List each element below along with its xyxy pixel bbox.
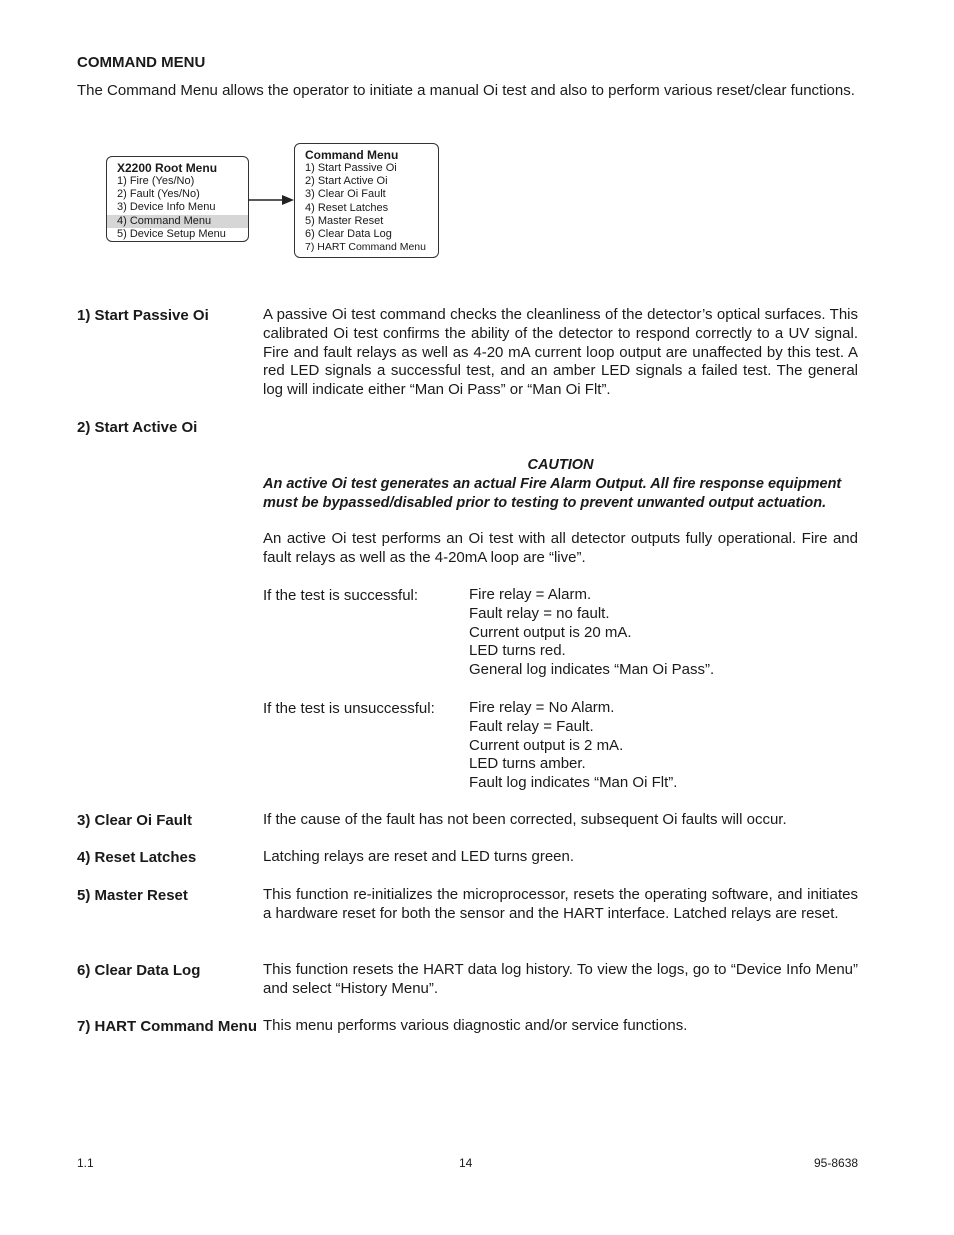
list-item: Current output is 20 mA. — [469, 623, 632, 641]
list-item: General log indicates “Man Oi Pass”. — [469, 661, 715, 679]
section-label-start-active-oi: 2) Start Active Oi — [77, 419, 198, 436]
section-label-hart-command-menu: 7) HART Command Menu — [77, 1018, 257, 1035]
list-item: Fault relay = Fault. — [469, 717, 594, 735]
section-label-start-passive-oi: 1) Start Passive Oi — [77, 307, 209, 324]
footer-document-number: 95-8638 — [814, 1156, 859, 1170]
list-item: LED turns amber. — [469, 755, 586, 773]
success-condition-label: If the test is successful: — [263, 587, 419, 604]
root-menu-title: X2200 Root Menu — [117, 161, 218, 175]
command-menu-item: 3) Clear Oi Fault — [305, 188, 386, 201]
list-item: Current output is 2 mA. — [469, 736, 624, 754]
command-menu-item: 4) Reset Latches — [305, 201, 389, 214]
section-label-clear-oi-fault: 3) Clear Oi Fault — [77, 812, 193, 829]
success-results-list — [469, 586, 714, 680]
command-menu-item: 2) Start Active Oi — [305, 175, 388, 188]
root-menu-item: 2) Fault (Yes/No) — [117, 188, 200, 201]
section-label-clear-data-log: 6) Clear Data Log — [77, 962, 201, 979]
root-menu-item: 3) Device Info Menu — [117, 201, 216, 214]
caution-text: An active Oi test generates an actual Fire Alarm Output. All fire response equipment must be bypassed/disabled prior to testing to prevent unwanted output actuation. — [263, 476, 842, 511]
section-text-clear-oi-fault: If the cause of the fault has not been corrected, subsequent Oi faults will occur. — [263, 811, 787, 828]
list-item: Fire relay = No Alarm. — [469, 699, 615, 716]
section-text-master-reset: This function re-initializes the microprocessor, resets the operating software, and initiates a hardware reset for both the sensor and the HART interface. Latched relays are reset. — [263, 886, 858, 922]
root-menu-box — [106, 156, 249, 242]
section-text-reset-latches: Latching relays are reset and LED turns green. — [263, 848, 575, 865]
caution-heading: CAUTION — [527, 457, 594, 473]
section-text-clear-data-log: This function resets the HART data log history. To view the logs, go to “Device Info Menu” and select “History Menu”. — [263, 961, 858, 997]
list-item: Fault relay = no fault. — [469, 604, 610, 622]
intro-paragraph: The Command Menu allows the operator to initiate a manual Oi test and also to perform various reset/clear functions. — [77, 82, 855, 99]
section-text-hart-command-menu: This menu performs various diagnostic and/or service functions. — [263, 1017, 688, 1034]
command-menu-item: 5) Master Reset — [305, 214, 384, 227]
command-menu-item: 6) Clear Data Log — [305, 228, 392, 241]
command-menu-item: 1) Start Passive Oi — [305, 162, 397, 174]
section-text-start-passive-oi: A passive Oi test command checks the cleanliness of the detector’s optical surfaces. This calibrated Oi test confirms the ability of the detector to respond correctly to a UV signal. Fire and fault relays as well as 4-20 mA current loop output are unaffected by this test. A red LED signals a successful test, and an amber LED signals a failed test. The general log will indicate either “Man Oi Pass” or “Man Oi Flt”. — [263, 306, 858, 399]
arrow-right-icon — [248, 193, 296, 207]
footer-revision: 1.1 — [77, 1156, 94, 1170]
root-menu-item: 1) Fire (Yes/No) — [117, 175, 195, 187]
root-menu-item-selected: 4) Command Menu — [107, 215, 248, 228]
root-menu-item: 5) Device Setup Menu — [117, 227, 226, 240]
list-item: LED turns red. — [469, 642, 566, 660]
list-item: Fire relay = Alarm. — [469, 586, 592, 603]
command-menu-item: 7) HART Command Menu — [305, 241, 426, 254]
command-menu-box — [294, 143, 439, 258]
fail-results-list — [469, 699, 677, 793]
list-item: Fault log indicates “Man Oi Flt”. — [469, 774, 678, 792]
section-label-reset-latches: 4) Reset Latches — [77, 849, 197, 866]
section-label-master-reset: 5) Master Reset — [77, 887, 188, 904]
section-text-start-active-oi: An active Oi test performs an Oi test with all detector outputs fully operational. Fire and fault relays as well as the 4-20mA loop are “live”. — [263, 530, 858, 566]
fail-condition-label: If the test is unsuccessful: — [263, 700, 435, 717]
page-heading: COMMAND MENU — [77, 54, 206, 71]
command-menu-title: Command Menu — [305, 148, 399, 162]
footer-page-number: 14 — [459, 1156, 473, 1170]
